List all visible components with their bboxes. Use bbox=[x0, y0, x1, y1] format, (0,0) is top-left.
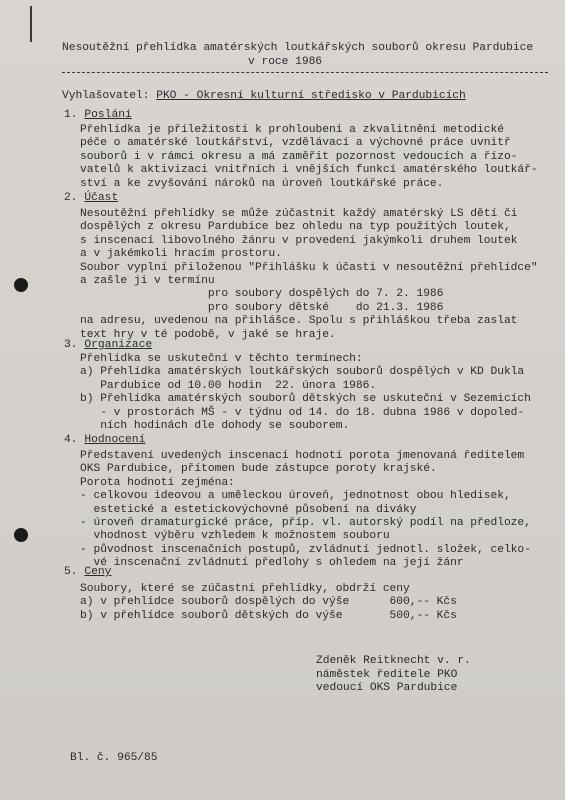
title-rule bbox=[62, 72, 548, 73]
body-line: ních hodinách dle dohody se souborem. bbox=[80, 420, 350, 433]
section-4-body bbox=[80, 450, 550, 571]
section-number: 2. bbox=[64, 192, 78, 204]
body-line: - celkovou ideovou a uměleckou úroveň, jednotnost obou hledisek, bbox=[80, 490, 511, 503]
body-line: ství a ke zvyšování nároků na úroveň loutkářské práce. bbox=[80, 177, 444, 190]
body-line: Pardubice od 10.00 hodin 22. února 1986. bbox=[80, 379, 377, 392]
margin-mark bbox=[30, 6, 32, 42]
body-line: b) v přehlídce souborů dětských do výše 500,-- Kčs bbox=[80, 609, 457, 622]
document-title: Nesoutěžní přehlídka amatérských loutkářských souborů okresu Pardubice bbox=[62, 42, 534, 54]
announcer-label: Vyhlašovatel: bbox=[62, 90, 150, 102]
body-line: Představení uvedených inscenací hodnotí porota jmenovaná ředitelem bbox=[80, 450, 525, 462]
body-line: Přehlídka je příležitostí k prohloubení a zkvalitnění metodické bbox=[80, 124, 504, 136]
reference-number: Bl. č. 965/85 bbox=[70, 752, 158, 764]
body-line: Nesoutěžní přehlídky se může zúčastnit každý amatérský LS dětí či bbox=[80, 208, 518, 220]
section-title: Organizace bbox=[84, 339, 153, 351]
announcer-line bbox=[62, 90, 466, 103]
section-1-body bbox=[80, 124, 550, 191]
body-line: vé inscenační zvládnutí předlohy s ohledem na její žánr bbox=[80, 557, 464, 570]
punch-hole-top bbox=[14, 278, 28, 292]
body-line: a) Přehlídka amatérských loutkářských souborů dospělých v KD Dukla bbox=[80, 366, 525, 379]
body-line: pro soubory dospělých do 7. 2. 1986 bbox=[80, 288, 444, 301]
body-line: Porota hodnotí zejména: bbox=[80, 476, 235, 489]
section-5-heading bbox=[64, 566, 111, 579]
section-4-heading bbox=[64, 434, 145, 447]
section-number: 1. bbox=[64, 109, 78, 121]
section-title: Poslání bbox=[84, 109, 132, 121]
document-year: v roce 1986 bbox=[248, 56, 323, 68]
section-2-body bbox=[80, 208, 550, 342]
body-line: - v prostorách MŠ - v týdnu od 14. do 18. dubna 1986 v dopoled- bbox=[80, 406, 525, 419]
section-number: 3. bbox=[64, 339, 78, 351]
section-2-heading bbox=[64, 192, 118, 205]
section-5-body bbox=[80, 583, 550, 623]
punch-hole-bottom bbox=[14, 528, 28, 542]
body-line: péče o amatérské loutkářství, vzdělávací a výchovné práce uvnitř bbox=[80, 137, 511, 150]
section-3-heading bbox=[64, 339, 152, 352]
body-line: vhodnost výběru vzhledem k možnostem souboru bbox=[80, 530, 390, 543]
body-line: a v jakémkoli hracím prostoru. bbox=[80, 248, 282, 261]
body-line: - úroveň dramaturgické práce, příp. vl. autorský podíl na předloze, bbox=[80, 517, 531, 530]
body-line: - původnost inscenačních postupů, zvládnutí jednotl. složek, celko- bbox=[80, 543, 531, 556]
body-line: vatelů k aktivizaci vnitřních i vnějších funkcí amatérského loutkář- bbox=[80, 164, 538, 177]
body-line: Soubor vyplní přiloženou "Přihlášku k účasti v nesoutěžní přehlídce" bbox=[80, 261, 538, 274]
body-line: OKS Pardubice, přítomen bude zástupce poroty krajské. bbox=[80, 463, 437, 476]
section-title: Ceny bbox=[84, 566, 112, 578]
body-line: estetické a estetickovýchovné působení na diváky bbox=[80, 503, 417, 516]
body-line: b) Přehlídka amatérských souborů dětských se uskuteční v Sezemicích bbox=[80, 393, 531, 406]
section-title: Hodnocení bbox=[84, 434, 146, 446]
body-line: s inscenací libovolného žánru v provedení jakýmkoli druhem loutek bbox=[80, 234, 518, 247]
body-line: dospělých z okresu Pardubice bez ohledu na typ použitých loutek, bbox=[80, 221, 511, 234]
announcer-name: PKO - Okresní kulturní středisko v Pardubicích bbox=[156, 90, 466, 102]
section-1-heading bbox=[64, 109, 132, 122]
body-line: Soubory, které se zúčastní přehlídky, obdrží ceny bbox=[80, 583, 410, 595]
body-line: a zašle ji v termínu bbox=[80, 275, 215, 288]
body-line: a) v přehlídce souborů dospělých do výše 600,-- Kčs bbox=[80, 596, 457, 609]
body-line: pro soubory dětské do 21.3. 1986 bbox=[80, 301, 444, 314]
body-line: text hry v té podobě, v jaké se hraje. bbox=[80, 328, 336, 341]
signature-name: Zdeněk Reitknecht v. r. bbox=[316, 655, 471, 667]
signature-role: náměstek ředitele PKO bbox=[316, 669, 458, 681]
signature-org: vedoucí OKS Pardubice bbox=[316, 682, 458, 694]
body-line: Přehlídka se uskuteční v těchto termínech: bbox=[80, 353, 363, 365]
body-line: souborů i v rámci okresu a má zaměřit pozornost vedoucích a řízo- bbox=[80, 150, 518, 163]
section-title: Účast bbox=[84, 192, 119, 204]
section-number: 4. bbox=[64, 434, 78, 446]
body-line: na adresu, uvedenou na přihlášce. Spolu s přihláškou třeba zaslat bbox=[80, 315, 518, 328]
section-3-body bbox=[80, 353, 550, 433]
section-number: 5. bbox=[64, 566, 78, 578]
